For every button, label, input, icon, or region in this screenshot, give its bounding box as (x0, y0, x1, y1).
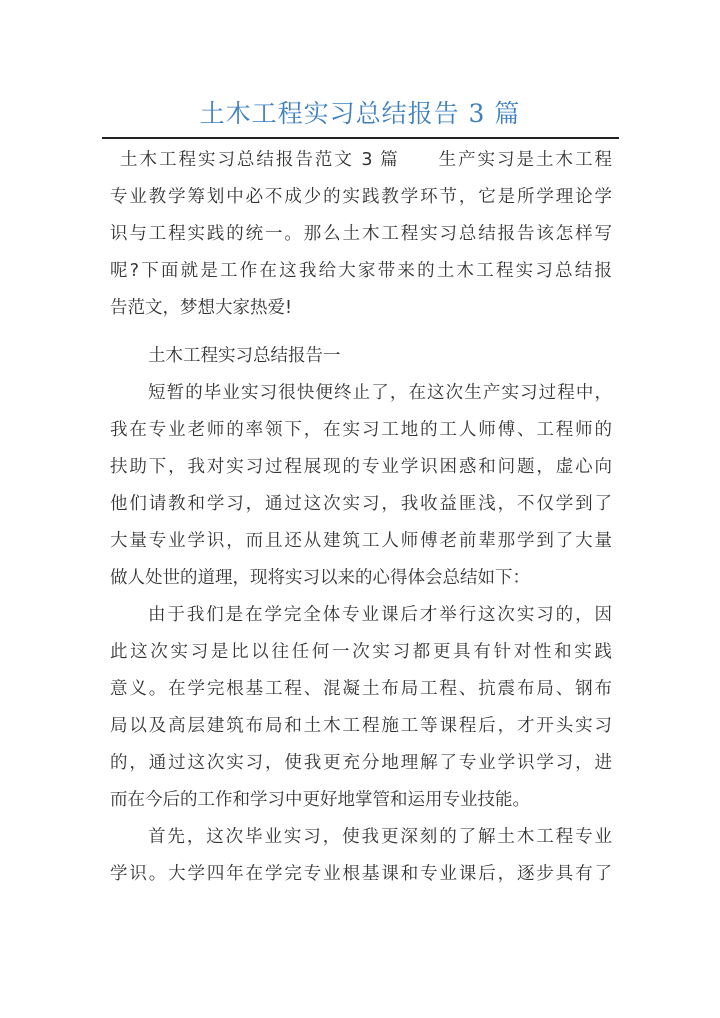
text-line: 识与工程实践的统一。那么土木工程实习总结报告该怎样写 (110, 224, 612, 244)
text-line: 做人处世的道理，现将实习以来的心得体会总结如下： (110, 568, 530, 588)
text-line: 而在今后的工作和学习中更好地掌管和运用专业技能。 (110, 790, 530, 810)
text-line: 大量专业学识，而且还从建筑工人师傅老前辈那学到了大量 (110, 531, 612, 551)
text-line: 告范文，梦想大家热爱! (110, 298, 293, 318)
document-title: 土木工程实习总结报告 3 篇 (199, 99, 521, 128)
document-body (110, 146, 612, 897)
text-line: 首先，这次毕业实习，使我更深刻的了解土木工程专业 (148, 827, 612, 847)
text-line: 局以及高层建筑布局和土木工程施工等课程后，才开头实习 (110, 716, 612, 736)
paragraph-3 (110, 823, 612, 897)
section-heading: 土木工程实习总结报告一 (148, 346, 341, 366)
paragraph-2 (110, 601, 612, 823)
text-line: 由于我们是在学完全体专业课后才举行这次实习的，因 (148, 605, 612, 625)
text-line: 专业教学筹划中必不成少的实践教学环节，它是所学理论学 (110, 187, 612, 207)
paragraph-1 (110, 379, 612, 601)
text-line: 学识。大学四年在学完专业根基课和专业课后，逐步具有了 (110, 864, 612, 884)
text-line: 短暂的毕业实习很快便终止了，在这次生产实习过程中， (148, 383, 612, 403)
text-line: 扶助下，我对实习过程展现的专业学识困惑和问题，虚心向 (110, 457, 612, 477)
text-line: 我在专业老师的率领下，在实习工地的工人师傅、工程师的 (110, 420, 612, 440)
title-divider (102, 137, 619, 139)
text-line: 他们请教和学习，通过这次实习，我收益匪浅，不仅学到了 (110, 494, 612, 514)
intro-paragraph (110, 146, 612, 331)
text-line: 的，通过这次实习，使我更充分地理解了专业学识学习，进 (110, 753, 612, 773)
text-line: 土木工程实习总结报告范文 3 篇 生产实习是土木工程 (120, 150, 612, 170)
text-line: 呢?下面就是工作在这我给大家带来的土木工程实习总结报 (110, 261, 612, 281)
text-line: 此这次实习是比以往任何一次实习都更具有针对性和实践 (110, 642, 612, 662)
text-line: 意义。在学完根基工程、混凝土布局工程、抗震布局、钢布 (110, 679, 612, 699)
